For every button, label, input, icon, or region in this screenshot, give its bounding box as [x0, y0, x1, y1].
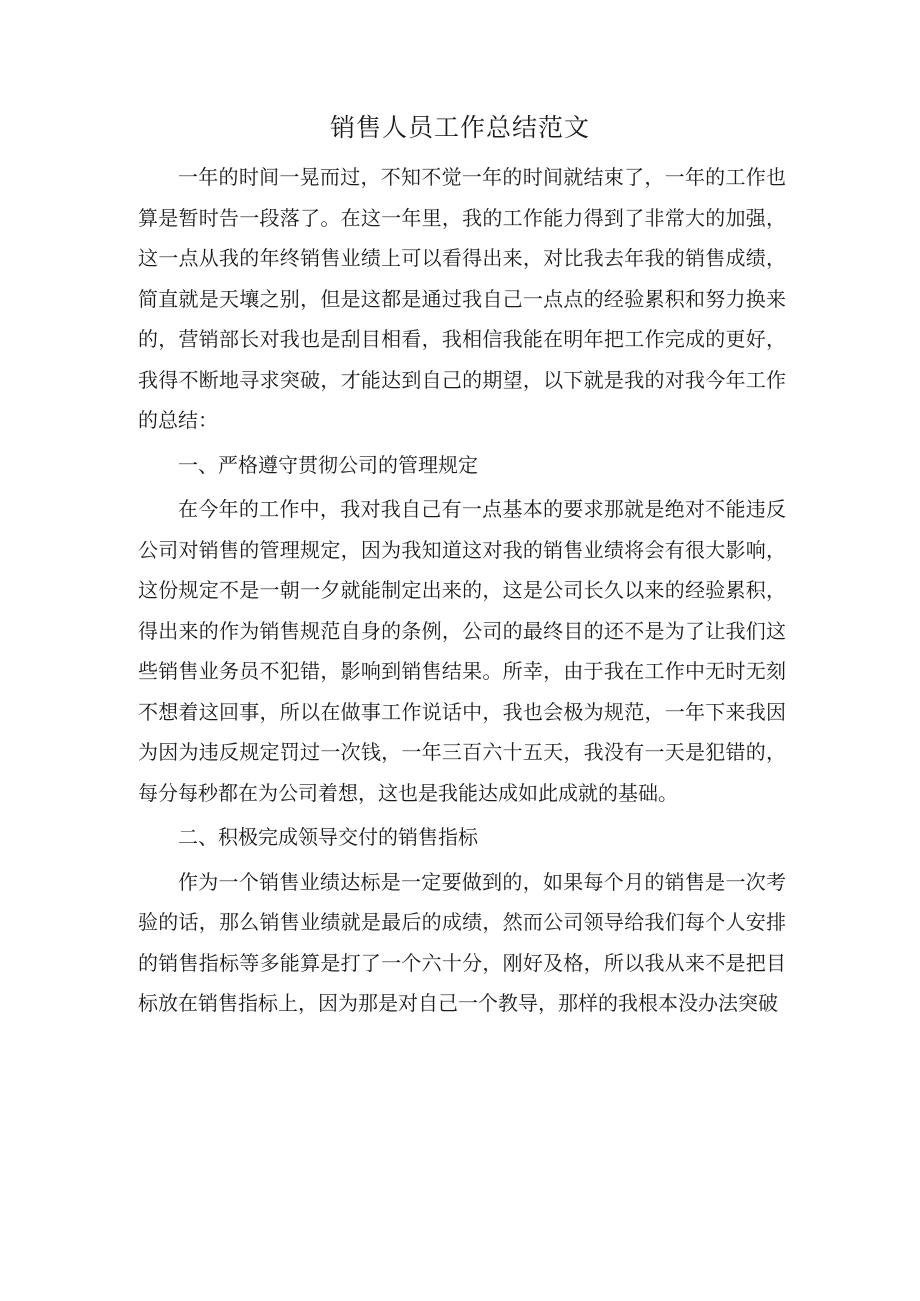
document-title: 销售人员工作总结范文: [329, 113, 590, 142]
section-heading-1: 一、严格遵守贯彻公司的管理规定: [178, 452, 478, 477]
paragraph-section-1: 在今年的工作中，我对我自己有一点基本的要求那就是绝对不能违反公司对销售的管理规定，因为我知道这对我的销售业绩将会有很大影响，这份规定不是一朝一夕就能制定出来的，这是公司长久以来的经验累积，得出来的作为销售规范自身的条例，公司的最终目的还不是为了让我们这些销售业务员不犯错，影响到销售结果。所幸，由于我在工作中无时无刻不想着这回事，所以在做事工作说话中，我也会极为规范，一年下来我因为因为违反规定罚过一次钱，一年三百六十五天，我没有一天是犯错的，每分每秒都在为公司着想，这也是我能达成如此成就的基础。: [138, 497, 786, 805]
section-heading-2: 二、积极完成领导交付的销售指标: [178, 825, 478, 849]
paragraph-intro: 一年的时间一晃而过，不知不觉一年的时间就结束了，一年的工作也算是暂时告一段落了。在这一年里，我的工作能力得到了非常大的加强，这一点从我的年终销售业绩上可以看得出来，对比我去年我的销售成绩，简直就是天壤之别，但是这都是通过我自己一点点的经验累积和努力换来的，营销部长对我也是刮目相看，我相信我能在明年把工作完成的更好，我得不断地寻求突破，才能达到自己的期望，以下就是我的对我今年工作的总结：: [138, 165, 786, 432]
document-body: [138, 157, 786, 1024]
paragraph-section-2: 作为一个销售业绩达标是一定要做到的，如果每个月的销售是一次考验的话，那么销售业绩就是最后的成绩，然而公司领导给我们每个人安排的销售指标等多能算是打了一个六十分，刚好及格，所以我从来不是把目标放在销售指标上，因为那是对自己一个教导，那样的我根本没办法突破: [138, 869, 786, 1015]
